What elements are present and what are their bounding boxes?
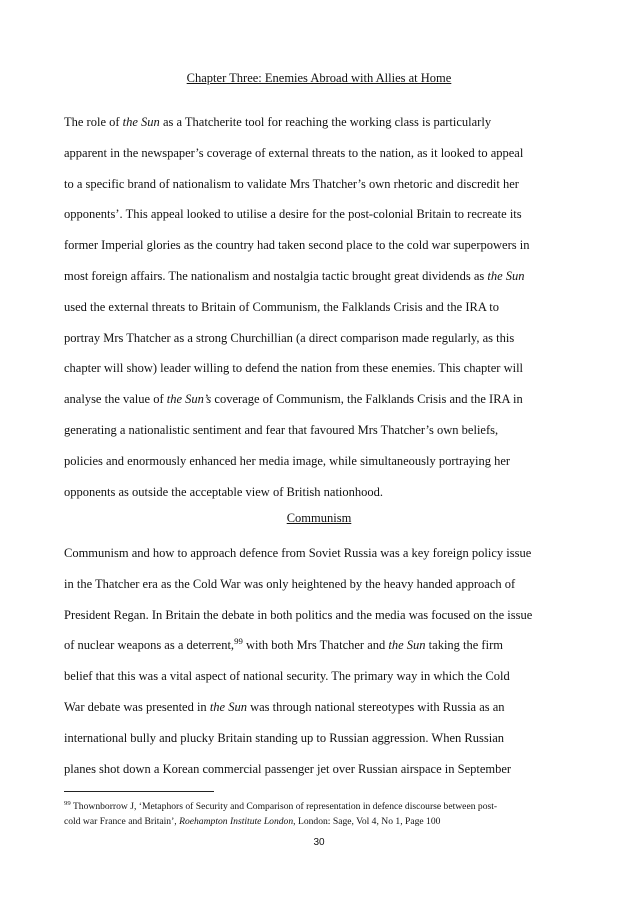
- text-run: portray Mrs Thatcher as a strong Churchillian (a direct comparison made regularly, as this: [64, 330, 515, 345]
- italic-text: Roehampton Institute London: [179, 815, 294, 827]
- intro-line: [64, 485, 383, 500]
- intro-line: [64, 331, 514, 346]
- text-run: The role of: [64, 115, 123, 129]
- intro-line: [64, 361, 523, 376]
- text-run: taking the firm: [425, 638, 503, 653]
- section-line: [64, 731, 504, 746]
- text-run: was through national stereotypes with Russia as an: [246, 700, 505, 714]
- text-run: generating a nationalistic sentiment and fear that favoured Mrs Thatcher’s own beliefs,: [64, 423, 499, 437]
- intro-line: [64, 177, 519, 192]
- text-run: in the Thatcher era as the Cold War was only heightened by the heavy handed approach of: [64, 576, 516, 591]
- text-run: planes shot down a Korean commercial passenger jet over Russian airspace in September: [64, 761, 512, 776]
- text-run: policies and enormously enhanced her media image, while simultaneously portraying her: [64, 453, 511, 468]
- text-run: as a Thatcherite tool for reaching the working class is particularly: [159, 115, 492, 129]
- section-line: [64, 669, 510, 684]
- section-line: [64, 546, 531, 561]
- text-run: , London: Sage, Vol 4, No 1, Page 100: [293, 815, 441, 827]
- italic-text: the Sun: [122, 115, 160, 129]
- text-run: apparent in the newspaper’s coverage of external threats to the nation, as it looked to appeal: [64, 145, 524, 160]
- intro-line: [64, 115, 491, 130]
- text-run: coverage of Communism, the Falklands Crisis and the IRA in: [211, 392, 523, 407]
- text-run: opponents’. This appeal looked to utilise a desire for the post-colonial Britain to recreate its: [64, 207, 522, 222]
- intro-line: [64, 454, 510, 469]
- text-run: opponents as outside the acceptable view of British nationhood.: [64, 484, 384, 499]
- text-run: cold war France and Britain’,: [64, 815, 180, 827]
- intro-line: [64, 269, 525, 284]
- text-run: President Regan. In Britain the debate in both politics and the media was focused on the issue: [64, 607, 533, 622]
- text-run: belief that this was a vital aspect of national security. The primary way in which the Cold: [64, 669, 510, 684]
- text-run: of nuclear weapons as a deterrent,: [64, 638, 235, 653]
- italic-text: the Sun: [487, 269, 525, 283]
- footnote-divider: [64, 791, 214, 792]
- section-line: [64, 577, 515, 592]
- italic-text: the Sun: [209, 700, 247, 714]
- text-run: international bully and plucky Britain standing up to Russian aggression. When Russian: [64, 730, 504, 745]
- text-run: to a specific brand of nationalism to validate Mrs Thatcher’s own rhetoric and discredit her: [64, 176, 519, 191]
- text-run: analyse the value of: [64, 392, 167, 407]
- intro-line: [64, 207, 522, 222]
- section-line: [64, 638, 503, 653]
- intro-line: [64, 423, 498, 438]
- intro-line: [64, 300, 499, 315]
- intro-line: [64, 146, 523, 161]
- italic-text: the Sun’s: [166, 392, 212, 407]
- text-run: chapter will show) leader willing to defend the nation from these enemies. This chapter will: [64, 361, 524, 376]
- section-line: [64, 762, 511, 777]
- text-run: with both Mrs Thatcher and: [242, 638, 389, 653]
- text-run: former Imperial glories as the country had taken second place to the cold war superpowers in: [64, 238, 530, 253]
- text-run: used the external threats to Britain of Communism, the Falklands Crisis and the IRA to: [64, 299, 500, 314]
- text-run: War debate was presented in: [64, 700, 210, 714]
- chapter-title: Chapter Three: Enemies Abroad with Allies at Home: [186, 71, 452, 85]
- section-line: [64, 608, 532, 623]
- footnote-ref: 99: [234, 636, 243, 647]
- text-run: Thownborrow J, ‘Metaphors of Security and Comparison of representation in defence discourse between post-: [70, 801, 498, 812]
- italic-text: the Sun: [388, 638, 426, 653]
- section-title: Communism: [286, 511, 352, 525]
- text-run: most foreign affairs. The nationalism and nostalgia tactic brought great dividends as: [64, 269, 488, 283]
- footnote-line: [64, 801, 497, 812]
- section-line: [64, 700, 505, 715]
- footnote-line: [64, 816, 440, 827]
- intro-line: [64, 392, 523, 407]
- page-number: 30: [313, 837, 325, 848]
- text-run: Communism and how to approach defence from Soviet Russia was a key foreign policy issue: [64, 546, 532, 560]
- footnote-ref: 99: [64, 799, 71, 807]
- intro-line: [64, 238, 529, 253]
